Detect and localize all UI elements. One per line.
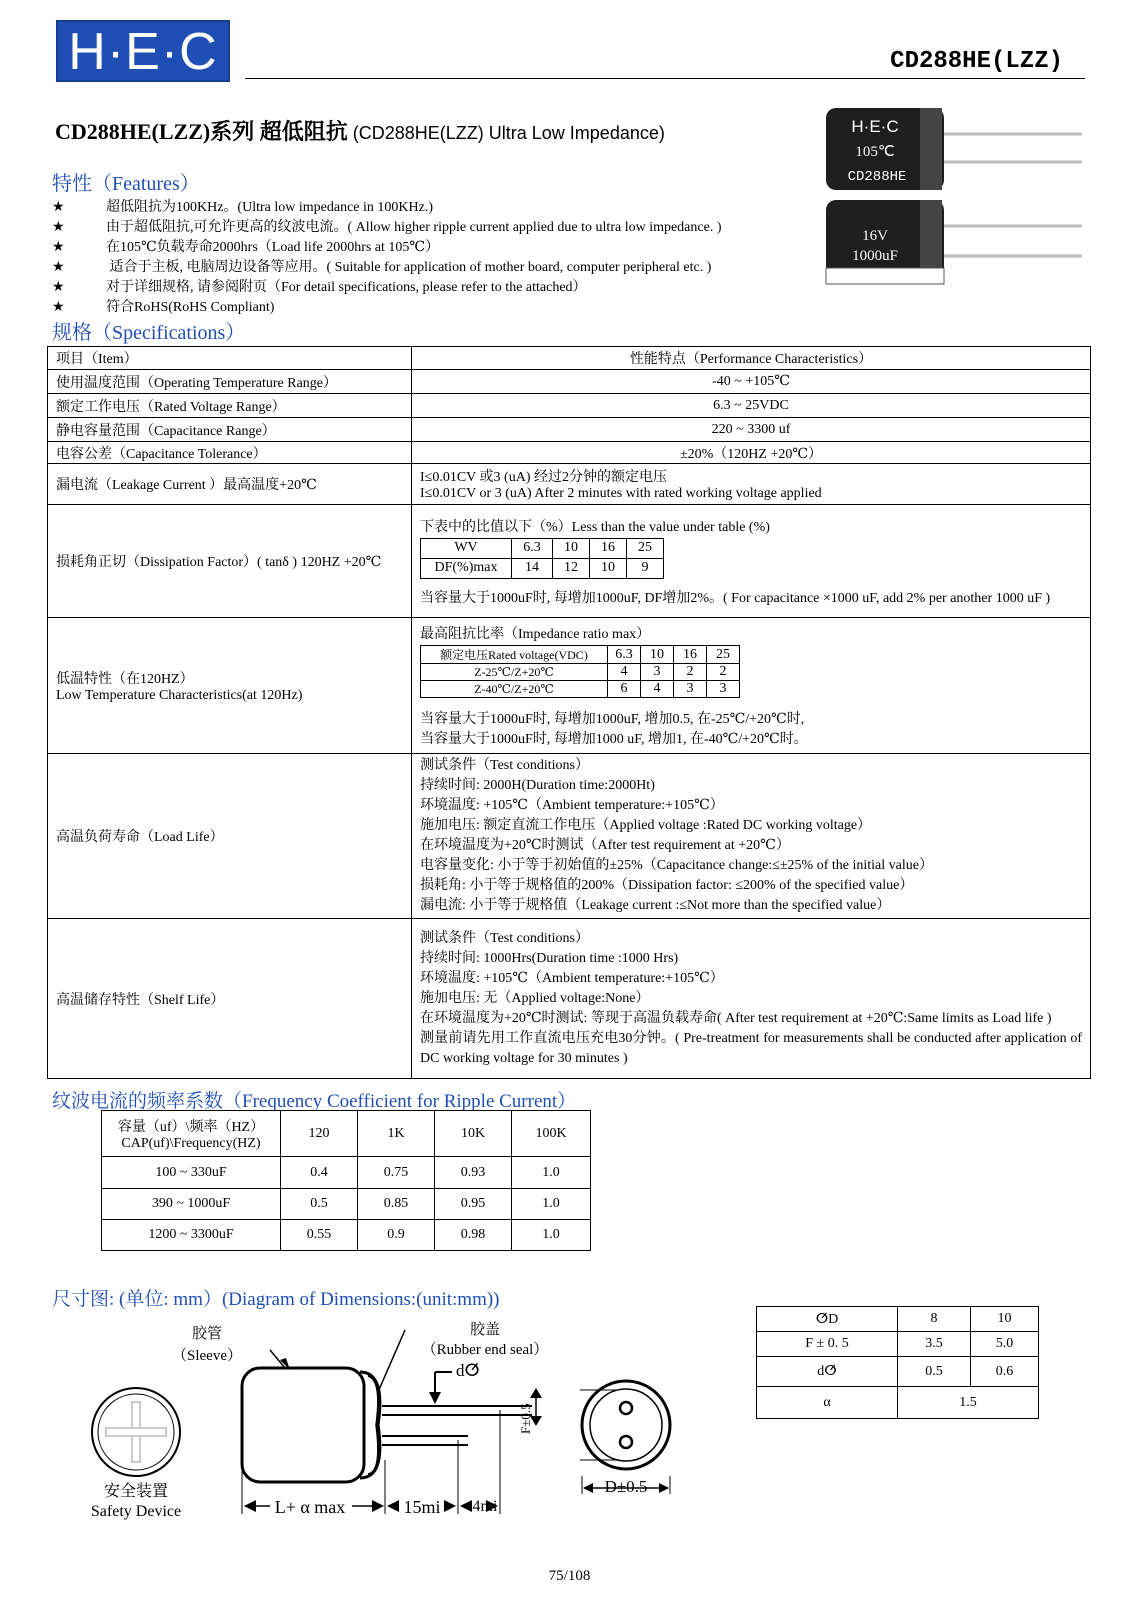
feature-item: ★ 对于详细规格, 请参阅附页（For detail specifications, please refer to the attached） [52,278,722,298]
spec-cap-value: 220 ~ 3300 uf [412,418,1091,442]
freq-head-cell: 容量（uf）\频率（HZ） CAP(uf)\Frequency(HZ) [102,1111,281,1157]
spec-tol-value: ±20%（120HZ +20℃） [412,442,1091,464]
table-row: 390 ~ 1000uF 0.5 0.85 0.95 1.0 [102,1189,591,1220]
table-row [48,370,1091,394]
product-label-brand: H·E·C [851,117,899,136]
lead-end-label: 4mi [472,1498,498,1515]
spec-header-perf: 性能特点（Performance Characteristics） [412,347,1091,370]
specs-heading: 规格（Specifications） [52,322,246,344]
length-label: L+ α max [274,1497,346,1517]
spec-shelf-value: 测试条件（Test conditions） 持续时间: 1000Hrs(Duration time :1000 Hrs) 环境温度: +105℃（Ambient temperature:+105℃） 施加电压: 无（Applied voltage:None） 在环境温度为+20℃时测试: 等现于高温负载寿命( After test requirement at +20℃:Same limits as Load life ) 测量前请先用工作直流电压充电30分钟。( Pre-treatment for measurements shall be conducted after application of DC working voltage for 30 minutes ) [412,919,1091,1079]
spec-lt-label: 低温特性（在120HZ） Low Temperature Characteristics(at 120Hz) [48,618,412,754]
table-row: 容量（uf）\频率（HZ） CAP(uf)\Frequency(HZ) 120 1K 10K 100K [102,1111,591,1157]
lead-spacing-label: F±0.5 [518,1403,533,1434]
features-list [52,198,722,318]
spec-header-item: 项目（Item） [48,347,412,370]
spec-leak-label: 漏电流（Leakage Current ）最高温度+20℃ [48,464,412,505]
table-row [48,919,1091,1079]
table-row: ⵚD 8 10 [757,1307,1039,1332]
product-label-model: CD288HE [847,169,907,185]
freq-heading: 纹波电流的频率系数（Frequency Coefficient for Ripple Current） [52,1091,577,1112]
safety-label-en: Safety Device [90,1503,182,1520]
table-row [48,464,1091,505]
feature-item: ★ 符合RoHS(RoHS Compliant) [52,298,722,318]
star-icon: ★ [52,220,65,235]
lead-diameter-label: dⵚ [456,1361,480,1380]
star-icon: ★ [52,300,65,315]
spec-shelf-label: 高温储存特性（Shelf Life） [48,919,412,1079]
spec-volt-value: 6.3 ~ 25VDC [412,394,1091,418]
table-row: F ± 0. 5 3.5 5.0 [757,1332,1039,1357]
table-row: 1200 ~ 3300uF 0.55 0.9 0.98 1.0 [102,1220,591,1251]
feature-item: ★ 由于超低阻抗,可允许更高的纹波电流。( Allow higher ripple current applied due to ultra low impedance. ) [52,218,722,238]
header-model-code: CD288HE(LZZ) [890,48,1063,75]
product-label-voltage: 16V [862,228,888,244]
specs-table [47,346,1091,1079]
product-label-temp: 105℃ [855,144,895,160]
spec-lt-value: 最高阻抗比率（Impedance ratio max） 额定电压Rated voltage(VDC) 6.3 10 16 25 Z-25℃/Z+20℃ 4 3 2 2 Z-40℃/Z+20℃ 6 4 3 3 当容量大于1000uF时, 每增加1000uF, 增加0.5, 在-25℃/+20℃时, 当容量大于1000uF时, 每增加1000 uF, 增加1, 在-40℃/+20℃时。 [412,618,1091,754]
table-row: α 1.5 [757,1387,1039,1419]
table-row [48,505,1091,618]
product-image [820,100,1090,290]
feature-item: ★ 在105℃负载寿命2000hrs（Load life 2000hrs at 105℃） [52,238,722,258]
feature-item: ★ 超低阻抗为100KHz。(Ultra low impedance in 100KHz.) [52,198,722,218]
spec-df-value: 下表中的比值以下（%）Less than the value under table (%) WV 6.3 10 16 25 DF(%)max 14 12 10 9 当容量大于1000uF时, 每增加1000uF, DF增加2%。( For capacitance ×1000 uF, add 2% per another 1000 uF ) [412,505,1091,618]
page-title [55,115,665,146]
spec-leak-value: I≤0.01CV 或3 (uA) 经过2分钟的额定电压 I≤0.01CV or 3 (uA) After 2 minutes with rated working voltage applied [412,464,1091,505]
star-icon: ★ [52,200,65,215]
table-row: dⵚ 0.5 0.6 [757,1357,1039,1387]
feature-item: ★ 适合于主板, 电脑周边设备等应用。( Suitable for application of mother board, computer peripheral etc. ) [52,258,722,278]
lead-length-label: 15mi [403,1497,441,1517]
spec-cap-label: 静电容量范围（Capacitance Range） [48,418,412,442]
star-icon: ★ [52,240,65,255]
header-rule [245,78,1085,79]
spec-temp-value: -40 ~ +105℃ [412,370,1091,394]
df-table: WV 6.3 10 16 25 DF(%)max 14 12 10 9 [420,538,664,579]
title-cn: CD288HE(LZZ)系列 超低阻抗 [55,119,348,144]
table-row [48,442,1091,464]
spec-load-label: 高温负荷寿命（Load Life） [48,754,412,919]
title-en: (CD288HE(LZZ) Ultra Low Impedance) [347,123,665,143]
hec-logo: H·E·C [56,20,230,82]
safety-label-cn: 安全装置 [103,1483,169,1500]
page-number: 75/108 [548,1568,591,1584]
spec-tol-label: 电容公差（Capacitance Tolerance） [48,442,412,464]
freq-table [101,1110,591,1251]
table-row [48,418,1091,442]
dimension-table [756,1306,1039,1419]
sleeve-label-cn: 胶管 [191,1326,223,1342]
dimension-diagram [60,1310,720,1550]
spec-load-value: 测试条件（Test conditions） 持续时间: 2000H(Duration time:2000Ht) 环境温度: +105℃（Ambient temperature:+105℃） 施加电压: 额定直流工作电压（Applied voltage :Rated DC working voltage） 在环境温度为+20℃时测试（After test requirement at +20℃） 电容量变化: 小于等于初始值的±25%（Capacitance change:≤±25% of the initial value） 损耗角: 小于等于规格值的200%（Dissipation factor: ≤200% of the specified value） 漏电流: 小于等于规格值（Leakage current :≤Not more than the specified value） [412,754,1091,919]
star-icon: ★ [52,280,65,295]
spec-temp-label: 使用温度范围（Operating Temperature Range） [48,370,412,394]
table-row: 100 ~ 330uF 0.4 0.75 0.93 1.0 [102,1157,591,1189]
table-row [48,347,1091,370]
seal-label-cn: 胶盖 [469,1322,501,1338]
features-heading: 特性（Features） [52,173,200,195]
table-row [48,754,1091,919]
body-diameter-label: D±0.5 [604,1477,648,1496]
table-row [48,618,1091,754]
spec-volt-label: 额定工作电压（Rated Voltage Range） [48,394,412,418]
dims-heading: 尺寸图: (单位: mm）(Diagram of Dimensions:(unit:mm)) [52,1289,500,1310]
seal-label-en: （Rubber end seal） [421,1342,549,1358]
spec-df-label: 损耗角正切（Dissipation Factor）( tanδ ) 120HZ +20℃ [48,505,412,618]
star-icon: ★ [52,260,65,275]
product-label-capacitance: 1000uF [852,248,898,264]
table-row [48,394,1091,418]
lt-table: 额定电压Rated voltage(VDC) 6.3 10 16 25 Z-25℃/Z+20℃ 4 3 2 2 Z-40℃/Z+20℃ 6 4 3 3 [420,645,740,698]
sleeve-label-en: （Sleeve） [172,1348,242,1364]
